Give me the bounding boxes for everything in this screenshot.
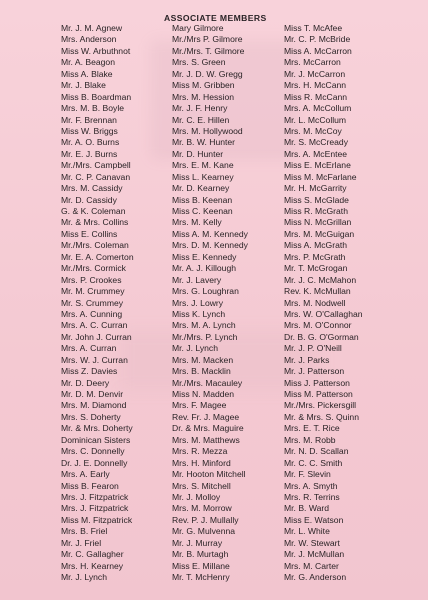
member-name: Mr. A. O. Burns (61, 137, 120, 148)
member-name: Mrs. R. Terrins (284, 491, 340, 502)
member-name: Mr. D. Cassidy (61, 194, 117, 205)
member-name: Mr. D. Kearney (172, 183, 230, 194)
member-name: Mrs. M. Robb (284, 434, 336, 445)
member-name: Mrs. C. Donnelly (61, 446, 125, 457)
member-name: Miss M. Fitzpatrick (61, 514, 133, 525)
member-name: Mr. J. Patterson (284, 366, 345, 377)
member-name: Mr. H. McGarrity (284, 183, 347, 194)
member-name: Miss A. M. Kennedy (172, 228, 248, 239)
member-name: Mr./Mrs. Coleman (61, 240, 129, 251)
member-name: Mrs. M. Cassidy (61, 183, 123, 194)
member-name: Mr. J. Blake (61, 80, 106, 91)
member-name: Mrs. P. McGrath (284, 251, 346, 262)
member-name: Mrs. A. C. Curran (61, 320, 128, 331)
member-name: Mrs. S. Green (172, 57, 226, 68)
member-name: Mrs. M. Nodwell (284, 297, 346, 308)
member-name: Mr./Mrs. Pickersgill (284, 400, 357, 411)
member-name: Dr. J. E. Donnelly (61, 457, 128, 468)
member-name: Miss A. McCarron (284, 45, 352, 56)
member-name: Mr. W. Stewart (284, 537, 340, 548)
member-name: Mr./Mrs. Cormick (61, 263, 126, 274)
member-name: Miss Z. Davies (61, 366, 118, 377)
member-name: Mr. T. McHenry (172, 572, 230, 582)
member-name: Mrs. D. M. Kennedy (172, 240, 248, 251)
member-name: Mr. & Mrs. Collins (61, 217, 129, 228)
member-name: Miss E. Kennedy (172, 251, 237, 262)
member-name: Mrs. M. Carter (284, 560, 339, 571)
member-column-1 (61, 23, 165, 583)
member-name: Mr. J. Lavery (172, 274, 222, 285)
member-name: Mrs. F. Magee (172, 400, 227, 411)
member-name: Mr. L. McCollum (284, 114, 347, 125)
member-name: G. & K. Coleman (61, 206, 126, 216)
member-name: Miss M. McFarlane (284, 171, 357, 182)
member-name: Miss L. Kearney (172, 171, 234, 182)
member-name: Mr. F. Slevin (284, 469, 331, 480)
member-name: Mr. M. Crummey (61, 286, 125, 297)
member-name: Miss E. Watson (284, 514, 344, 525)
member-name: Mr. J. M. Agnew (61, 23, 123, 33)
member-name: Mrs. M. McGuigan (284, 228, 355, 239)
member-name: Mrs. S. Mitchell (172, 480, 231, 491)
member-name: Miss B. Fearon (61, 480, 119, 491)
member-name: Mr. J. C. McMahon (284, 274, 357, 285)
member-name: Mr. B. W. Hunter (172, 137, 236, 148)
member-name: Mr. Hooton Mitchell (172, 469, 246, 480)
member-name: Mrs. A. Smyth (284, 480, 338, 491)
member-name: Mrs. A. Early (61, 469, 110, 480)
member-name: Mr. A. Beagon (61, 57, 115, 68)
member-name: Miss W. Briggs (61, 125, 118, 136)
member-name: Mrs. M. McCoy (284, 125, 342, 136)
member-name: Mrs. P. Crookes (61, 274, 122, 285)
member-name: Miss M. Gribben (172, 80, 235, 91)
member-name: Mr. J. F. Henry (172, 103, 228, 114)
member-name: Mr. J. Molloy (172, 491, 221, 502)
member-name: Mrs. A. Curran (61, 343, 117, 354)
member-name: Mr. C. C. Smith (284, 457, 343, 468)
member-name: Mr. E. J. Burns (61, 148, 118, 159)
member-name: Mr. J. Lynch (61, 572, 108, 582)
member-name: Miss J. Patterson (284, 377, 350, 388)
member-name: Miss A. McGrath (284, 240, 348, 251)
member-name: Mr. B. Murtagh (172, 549, 229, 560)
member-name: Mrs. M. B. Boyle (61, 103, 125, 114)
member-name: Miss B. Keenan (172, 194, 233, 205)
member-name: Miss N. McGrillan (284, 217, 352, 228)
member-name: Miss B. Boardman (61, 91, 132, 102)
member-name: Mr. G. Anderson (284, 572, 347, 582)
member-name: Miss R. McGrath (284, 206, 348, 216)
member-name: Miss N. Madden (172, 389, 235, 399)
member-name: Mr. C. E. Hillen (172, 114, 230, 125)
member-name: Mrs. M. Diamond (61, 400, 127, 411)
member-name: Rev. P. J. Mullally (172, 514, 239, 525)
member-name: Mrs. R. Mezza (172, 446, 228, 457)
member-name: Mr. & Mrs. Doherty (61, 423, 133, 434)
member-name: Mrs. A. McEntee (284, 148, 348, 159)
member-column-2 (172, 23, 282, 583)
member-name: Mrs. W. J. Curran (61, 354, 128, 365)
member-name: Mrs. H. Minford (172, 457, 231, 468)
member-name: Mary Gilmore (172, 23, 224, 33)
member-name: Mrs. M. Matthews (172, 434, 240, 445)
member-name: Mr. J. McCarron (284, 68, 346, 79)
member-name: Mrs. S. Doherty (61, 411, 121, 422)
member-name: Miss W. Arbuthnot (61, 45, 131, 56)
member-name: Mr. J. D. W. Gregg (172, 68, 243, 79)
member-name: Mr. John J. Curran (61, 331, 132, 342)
member-name: Mrs. E. M. Kane (172, 160, 234, 171)
member-name: Mr. B. Ward (284, 503, 330, 514)
member-name: Mrs. M. Macken (172, 354, 234, 365)
member-name: Mrs. J. Fitzpatrick (61, 491, 129, 502)
member-name: Mr. N. D. Scallan (284, 446, 349, 457)
member-name: Mrs. A. McCollum (284, 103, 352, 114)
member-name: Mrs. J. Fitzpatrick (61, 503, 129, 514)
member-name: Mr. D. Deery (61, 377, 110, 388)
member-name: Mrs. E. T. Rice (284, 423, 340, 434)
member-name: Mrs. B. Friel (61, 526, 108, 537)
member-name: Mrs. M. Kelly (172, 217, 222, 228)
member-name: Mr. S. Crummey (61, 297, 124, 308)
page-title: ASSOCIATE MEMBERS (164, 13, 267, 23)
member-name: Mrs. M. Hollywood (172, 125, 243, 136)
member-name: Miss E. Collins (61, 228, 118, 239)
member-name: Mrs. McCarron (284, 57, 341, 68)
member-name: Mrs. Anderson (61, 34, 117, 45)
member-name: Dominican Sisters (61, 434, 131, 445)
member-name: Mr. A. J. Killough (172, 263, 237, 274)
member-name: Mr. L. White (284, 526, 330, 537)
member-name: Rev. Fr. J. Magee (172, 411, 240, 422)
member-name: Mr. E. A. Comerton (61, 251, 134, 262)
member-name: Mr. G. Mulvenna (172, 526, 236, 537)
member-name: Mr. J. P. O'Neill (284, 343, 342, 354)
member-name: Mrs. M. Morrow (172, 503, 232, 514)
member-name: Miss A. Blake (61, 68, 113, 79)
member-name: Mr./Mrs. Macauley (172, 377, 243, 388)
member-name: Mrs. H. McCann (284, 80, 347, 91)
member-name: Miss E. Millane (172, 560, 230, 571)
member-name: Mr. J. Murray (172, 537, 223, 548)
member-name: Mr. & Mrs. S. Quinn (284, 411, 359, 422)
member-name: Mrs. J. Lowry (172, 297, 224, 308)
member-name: Miss E. McErlane (284, 160, 351, 171)
member-name: Mrs. M. Hession (172, 91, 235, 102)
member-name: Mrs. W. O'Callaghan (284, 308, 363, 319)
member-name: Mrs. G. Loughran (172, 286, 239, 297)
member-name: Dr. & Mrs. Maguire (172, 423, 244, 434)
member-name: Mr. C. Gallagher (61, 549, 124, 560)
member-name: Mrs. M. A. Lynch (172, 320, 236, 331)
member-name: Miss C. Keenan (172, 206, 233, 216)
member-name: Mr. C. P. Canavan (61, 171, 131, 182)
member-name: Mr. D. Hunter (172, 148, 224, 159)
member-name: Miss R. McCann (284, 91, 348, 102)
member-name: Mr./Mrs. P. Lynch (172, 331, 238, 342)
member-name: Mr. J. McMullan (284, 549, 345, 560)
member-name: Mr. F. Brennan (61, 114, 117, 125)
member-name: Mr. S. McCready (284, 137, 348, 148)
member-name: Mr./Mrs. Campbell (61, 160, 131, 171)
member-name: Mr. J. Friel (61, 537, 102, 548)
member-name: Mr. J. Lynch (172, 343, 219, 354)
member-name: Miss M. Patterson (284, 389, 353, 399)
member-name: Rev. K. McMullan (284, 286, 351, 297)
member-name: Mr. C. P. McBride (284, 34, 351, 45)
member-name: Mr. D. M. Denvir (61, 389, 124, 399)
member-name: Mr./Mrs. T. Gilmore (172, 45, 245, 56)
member-column-3 (284, 23, 404, 583)
member-name: Mr. T. McGrogan (284, 263, 348, 274)
member-name: Mrs. A. Cunning (61, 308, 123, 319)
member-name: Miss S. McGlade (284, 194, 349, 205)
member-name: Miss T. McAfee (284, 23, 343, 33)
member-name: Mrs. B. Macklin (172, 366, 231, 377)
member-name: Mrs. M. O'Connor (284, 320, 352, 331)
member-name: Miss K. Lynch (172, 308, 226, 319)
member-name: Mr./Mrs P. Gilmore (172, 34, 243, 45)
member-name: Dr. B. G. O'Gorman (284, 331, 359, 342)
member-name: Mr. J. Parks (284, 354, 330, 365)
member-name: Mrs. H. Kearney (61, 560, 124, 571)
